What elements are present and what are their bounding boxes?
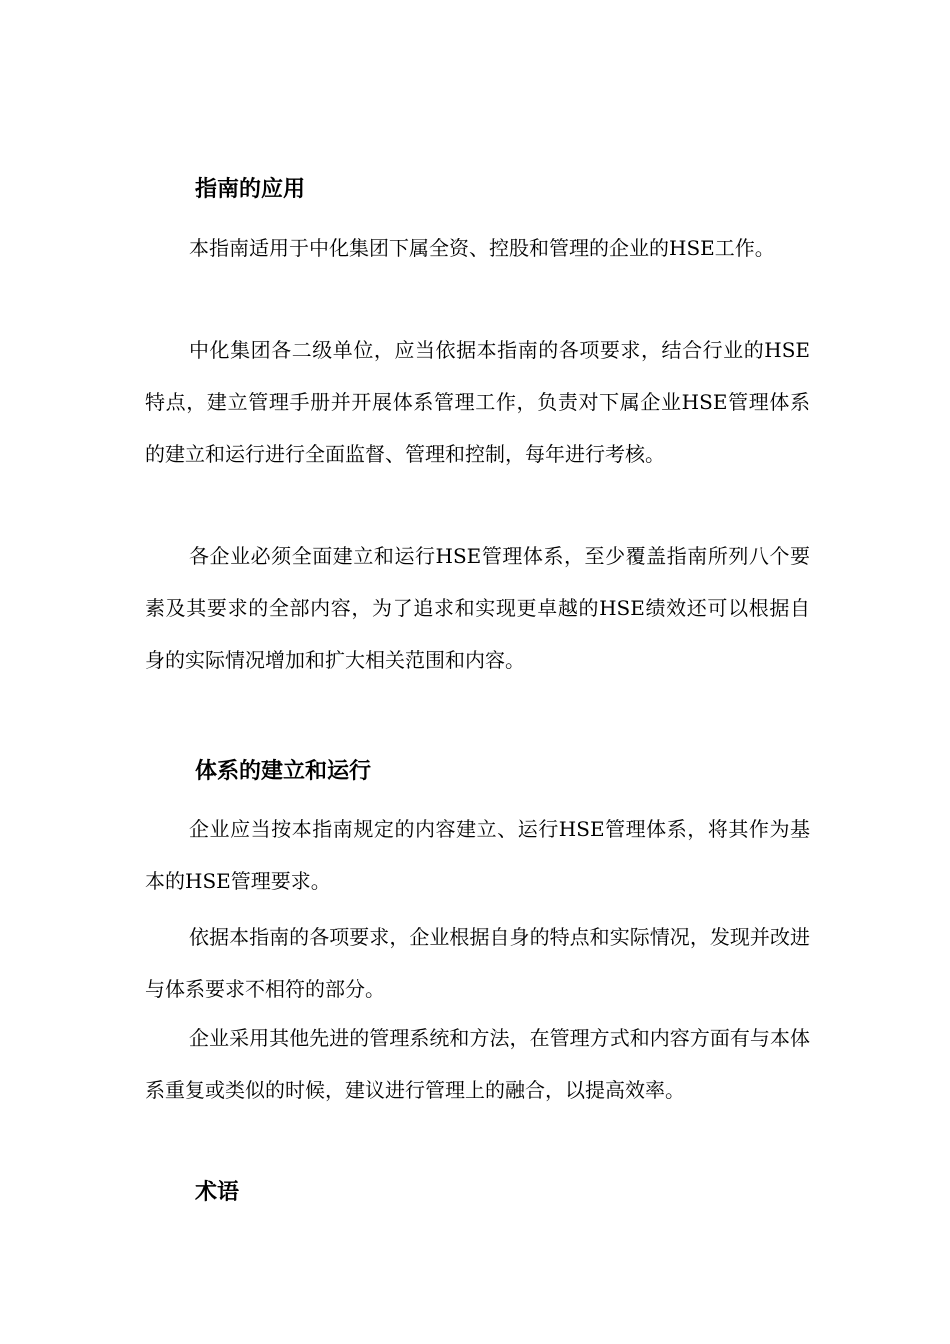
- paragraph-enterprise-requirements: 各企业必须全面建立和运行HSE管理体系，至少覆盖指南所列八个要素及其要求的全部内容，为了追求和实现更卓越的HSE绩效还可以根据自身的实际情况增加和扩大相关范围和内容。: [145, 544, 810, 672]
- paragraph-secondary-units: 中化集团各二级单位，应当依据本指南的各项要求，结合行业的HSE特点，建立管理手册并开展体系管理工作，负责对下属企业HSE管理体系的建立和运行进行全面监督、管理和控制，每年进行考核。: [145, 338, 810, 466]
- paragraph-scope: 本指南适用于中化集团下属全资、控股和管理的企业的HSE工作。: [189, 236, 775, 260]
- paragraph-integration: 企业采用其他先进的管理系统和方法，在管理方式和内容方面有与本体系重复或类似的时候，建议进行管理上的融合，以提高效率。: [145, 1026, 810, 1102]
- section-heading-application: 指南的应用: [195, 177, 306, 202]
- paragraph-improvement: 依据本指南的各项要求，企业根据自身的特点和实际情况，发现并改进与体系要求不相符的部分。: [145, 925, 810, 1001]
- section-heading-terminology: 术语: [195, 1180, 240, 1205]
- section-heading-establishment: 体系的建立和运行: [195, 759, 372, 784]
- paragraph-establish-system: 企业应当按本指南规定的内容建立、运行HSE管理体系，将其作为基本的HSE管理要求。: [145, 817, 810, 893]
